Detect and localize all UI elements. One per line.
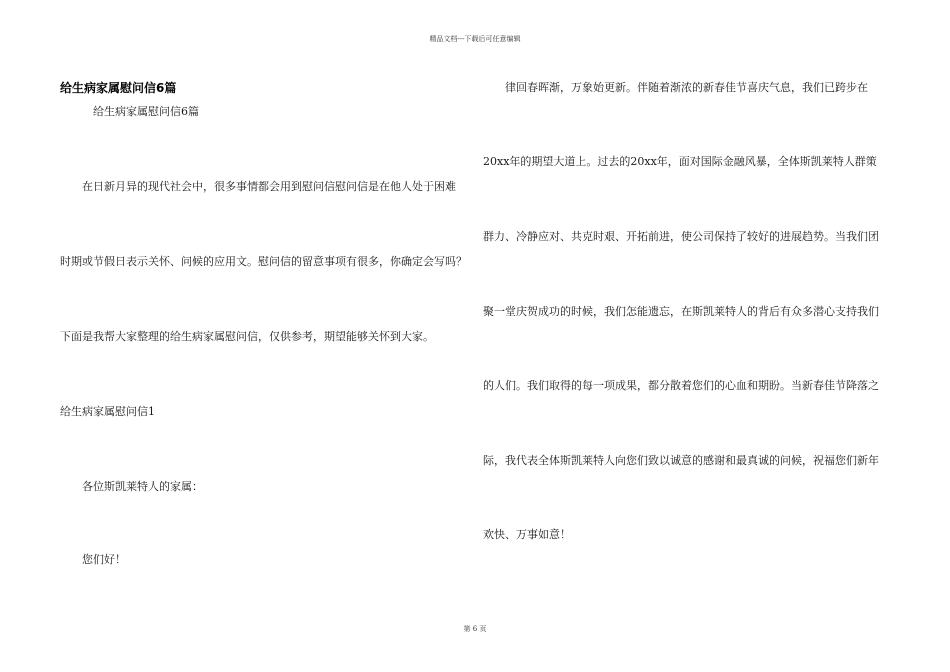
paragraph-line: 律回春晖渐，万象始更新。伴随着渐浓的新春佳节喜庆气息，我们已跨步在	[505, 81, 868, 94]
paragraph-line: 下面是我帮大家整理的给生病家属慰问信，仅供参考，期望能够关怀到大家。	[60, 330, 434, 343]
paragraph-line: 20xx年的期望大道上。过去的20xx年，面对国际金融风暴，全体斯凯莱特人群策	[483, 155, 877, 168]
paragraph-line: 群力、冷静应对、共克时艰、开拓前进，使公司保持了较好的进展趋势。当我们团	[483, 230, 879, 243]
paragraph-line: 欢快、万事如意！	[483, 528, 571, 541]
paragraph-line: 时期或节假日表示关怀、问候的应用文。慰问信的留意事项有很多，你确定会写吗？	[60, 255, 467, 268]
paragraph-line: 在日新月异的现代社会中，很多事情都会用到慰问信慰问信是在他人处于困难	[82, 180, 456, 193]
paragraph-line: 际，我代表全体斯凯莱特人向您们致以诚意的感谢和最真诚的问候，祝福您们新年	[483, 454, 879, 467]
paragraph-line: 的人们。我们取得的每一项成果，都分散着您们的心血和期盼。当新春佳节降落之	[483, 379, 879, 392]
salutation: 各位斯凯莱特人的家属：	[82, 480, 203, 493]
document-subtitle: 给生病家属慰问信6篇	[93, 105, 199, 118]
section-heading: 给生病家属慰问信1	[60, 405, 155, 418]
paragraph-line: 聚一堂庆贺成功的时候，我们怎能遗忘，在斯凯莱特人的背后有众多潜心支持我们	[483, 305, 879, 318]
greeting: 您们好！	[82, 553, 126, 566]
document-title: 给生病家属慰问信6篇	[60, 81, 177, 95]
page-header: 精品文档---下载后可任意编辑	[429, 35, 521, 43]
page-number: 第 6 页	[463, 625, 487, 633]
